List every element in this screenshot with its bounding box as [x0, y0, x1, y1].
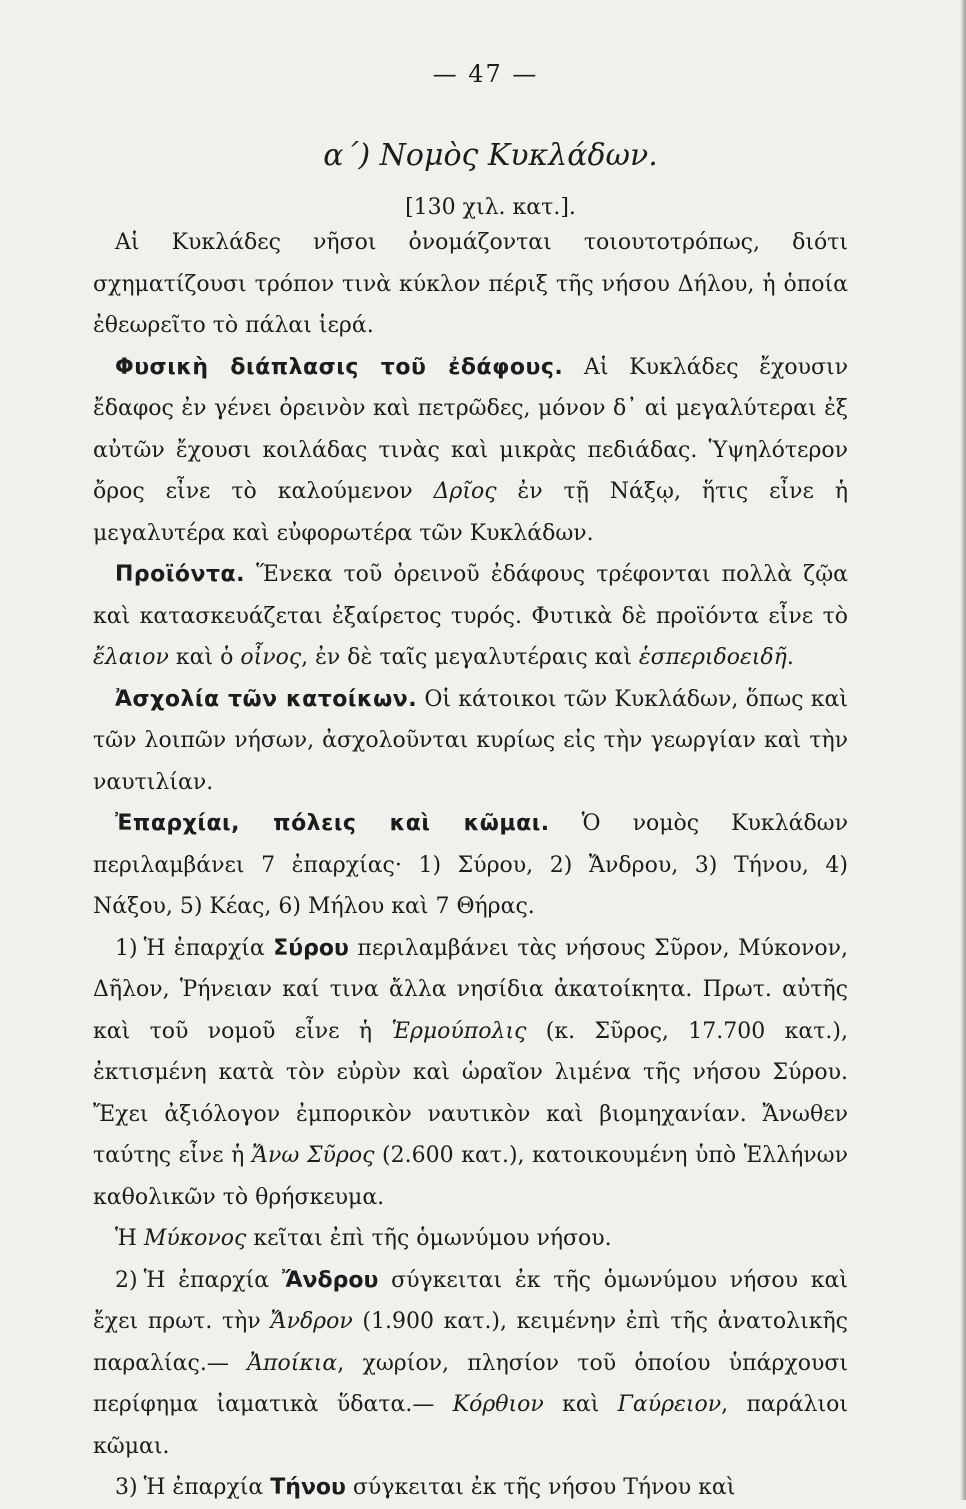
products-text-3: , ἐν δὲ ταῖς μεγαλυτέραις καὶ	[301, 645, 639, 670]
products-text-4: .	[786, 645, 794, 670]
gavrion: Γαύρειον	[617, 1392, 722, 1417]
tinos-pre: Ἡ ἐπαρχία	[143, 1475, 271, 1500]
products-text-2: καὶ ὁ	[168, 645, 241, 670]
products-heading: Προϊόντα.	[115, 562, 245, 587]
intro-text: Αἱ Κυκλάδες νῆσοι ὀνομάζονται τοιουτοτρόπως, διότι σχηματίζουσι τρόπον τινὰ κύκλον πέριξ τῆς νήσου Δήλου, ἡ ὁποία ἐθεωρεῖτο τὸ πάλαι ἱερά.	[93, 230, 848, 338]
occupations-text: Οἱ κάτοικοι τῶν Κυκλάδων, ὅπως καὶ τῶν λοιπῶν νήσων, ἀσχολοῦνται κυρίως εἰς τὴν γεωργίαν καὶ τὴν ναυτιλίαν.	[93, 686, 849, 795]
intro-paragraph	[93, 222, 848, 347]
andros-number: 2)	[115, 1267, 138, 1293]
korthion: Κόρθιον	[452, 1392, 544, 1417]
products-paragraph	[93, 554, 848, 679]
physical-text-2: ἐν τῇ Νάξῳ, ἥτις εἶνε ἡ μεγαλυτέρα καὶ εὐφορωτέρα τῶν Κυκλάδων.	[93, 479, 848, 546]
product-wine: οἶνος	[240, 645, 302, 670]
mykonos-paragraph	[93, 1218, 848, 1260]
apoikia: Ἀποίκια	[247, 1350, 338, 1376]
syros-name: Σύρου	[273, 935, 349, 961]
physical-text-1: Αἱ Κυκλάδες ἔχουσιν ἔδαφος ἐν γένει ὀρεινὸν καὶ πετρῶδες, μόνον δ᾽ αἱ μεγαλύτεραι ἐξ αὐτῶν ἔχουσι κοιλάδας τινὰς καὶ μικρὰς πεδιάδας. Ὑψηλότερον ὄρος εἶνε τὸ καλούμενον	[93, 354, 848, 504]
physical-heading: Φυσικὴ διάπλασις τοῦ ἐδάφους.	[115, 354, 564, 380]
occupations-heading: Ἀσχολία τῶν κατοίκων.	[115, 686, 418, 712]
mountain-name: Δρῖος	[433, 479, 497, 504]
andros-pre: Ἡ ἐπαρχία	[143, 1267, 282, 1293]
tinos-text: σύγκειται ἐκ τῆς νήσου Τήνου καὶ	[345, 1475, 736, 1500]
syros-paragraph	[93, 928, 848, 1219]
area-note: [130 χιλ. κατ.].	[405, 195, 576, 220]
andros-text-4: καὶ	[543, 1392, 618, 1417]
tinos-name: Τήνου	[270, 1475, 346, 1500]
provinces-heading: Ἐπαρχίαι, πόλεις καὶ κῶμαι.	[115, 811, 550, 836]
occupations-paragraph	[93, 679, 848, 804]
syros-text-2: (κ. Σῦρος, 17.700 κατ.), ἐκτισμένη κατὰ τὸν εὐρὺν καὶ ὡραῖον λιμένα τῆς νήσου Σύρου. Ἔχει ἀξιόλογον ἐμπορικὸν ναυτικὸν καὶ βιομηχανίαν. Ἄνωθεν ταύτης εἶνε ἡ	[93, 1018, 849, 1168]
provinces-text: Ὁ νομὸς Κυκλάδων περιλαμβάνει 7 ἐπαρχίας· 1) Σύρου, 2) Ἄνδρου, 3) Τήνου, 4) Νάξου, 5) Κέας, 6) Μήλου καὶ 7 Θήρας.	[93, 811, 848, 919]
mykonos-name: Μύκονος	[143, 1226, 247, 1251]
andros-text-3: , χωρίον, πλησίον τοῦ ὁποίου ὑπάρχουσι περίφημα ἰαματικὰ ὕδατα.—	[93, 1350, 849, 1417]
syros-number: 1)	[115, 935, 138, 961]
products-text-1: Ἕνεκα τοῦ ὀρεινοῦ ἐδάφους τρέφονται πολλὰ ζῷα καὶ κατασκευάζεται ἐξαίρετος τυρός. Φυτικὰ δὲ προϊόντα εἶνε τὸ	[93, 562, 848, 629]
tinos-paragraph	[93, 1467, 848, 1509]
physical-paragraph	[93, 347, 848, 555]
andros-text-1: σύγκειται ἐκ τῆς ὁμωνύμου νήσου καὶ ἔχει πρωτ. τὴν	[93, 1267, 848, 1334]
andros-capital: Ἄνδρον	[270, 1309, 353, 1334]
syros-text-3: (2.600 κατ.), κατοικουμένη ὑπὸ Ἑλλήνων καθολικῶν τὸ θρήσκευμα.	[93, 1143, 848, 1210]
andros-paragraph	[93, 1260, 848, 1468]
andros-text-5: , παράλιοι κῶμαι.	[93, 1392, 848, 1459]
page-number: — 47 —	[432, 60, 539, 88]
provinces-paragraph	[93, 803, 848, 928]
tinos-number: 3)	[115, 1475, 138, 1500]
mykonos-text: κεῖται ἐπὶ τῆς ὁμωνύμου νήσου.	[246, 1226, 612, 1251]
syros-pre: Ἡ ἐπαρχία	[143, 935, 274, 961]
andros-name: Ἄνδρου	[281, 1267, 379, 1293]
mykonos-pre: Ἡ	[115, 1226, 144, 1251]
product-citrus: ἑσπεριδοειδῆ	[638, 645, 787, 670]
product-oil: ἔλαιον	[93, 645, 169, 670]
page-binding-edge	[960, 0, 966, 1500]
ano-syros: Ἄνω Σῦρος	[251, 1143, 375, 1168]
syros-capital: Ἑρμούπολις	[391, 1018, 527, 1044]
andros-text-2: (1.900 κατ.), κειμένην ἐπὶ τῆς ἀνατολικῆς παραλίας.—	[93, 1309, 848, 1376]
section-title: α΄) Νομὸς Κυκλάδων.	[323, 138, 658, 173]
syros-text-1: περιλαμβάνει τὰς νήσους Σῦρον, Μύκονον, Δῆλον, Ῥήνειαν καί τινα ἄλλα νησίδια ἀκατοίκητα. Πρωτ. αὐτῆς καὶ τοῦ νομοῦ εἶνε ἡ	[93, 935, 849, 1044]
